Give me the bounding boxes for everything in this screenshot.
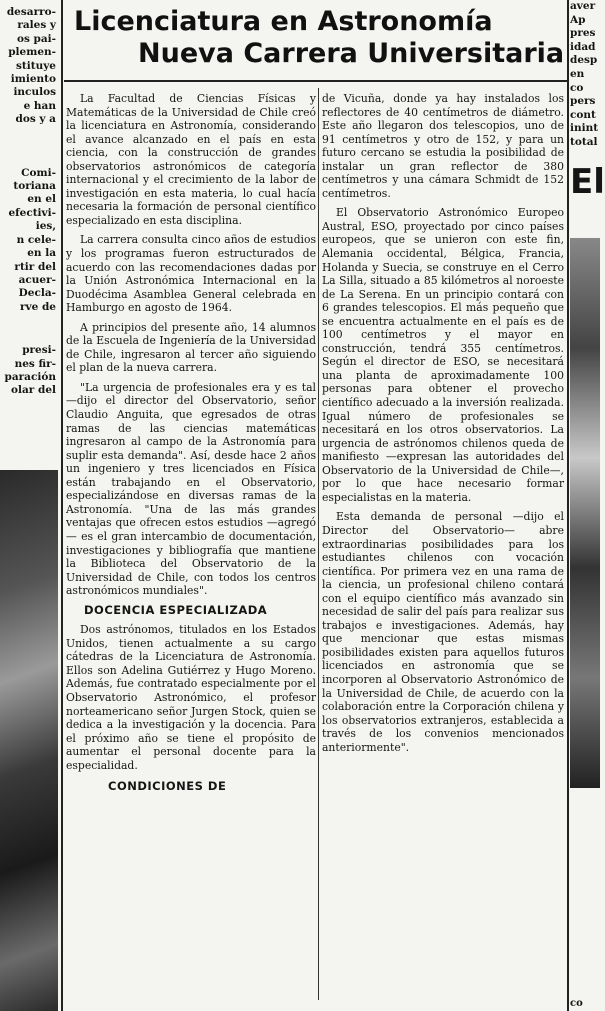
column-line: aver	[570, 0, 596, 12]
left-column-text-low	[0, 344, 60, 398]
column-line: inint	[570, 122, 599, 135]
column-line: total	[570, 135, 598, 148]
column-line: rales y	[17, 19, 56, 32]
column-line: plemen-	[8, 46, 56, 59]
column-line: en la	[27, 247, 56, 260]
column-line: olar del	[11, 384, 56, 397]
paragraph: Dos astrónomos, titulados en los Estados Unidos, tienen actualmente a su cargo cátedras de la Licenciatura de Astronomía. Ellos son Adelina Gutiérrez y Hugo Moreno. Además, fue contratado especialmente por el Observatorio Astronómico, el profesor norteamericano señor Jurgen Stock, quien se dedica a la investigación y la docencia. Para el próximo año se tiene el propósito de aumentar el personal docente para la especialidad.	[66, 623, 316, 772]
left-neighbor-column	[0, 0, 60, 1011]
paragraph: Esta demanda de personal —dijo el Director del Observatorio— abre extraordinarias posibilidades para los estudiantes chilenos con vocación científica. Por primera vez en una rama de la ciencia, un profesional chileno contará con el equipo científico más avanzado sin necesidad de salir del país para realizar sus trabajos e investigaciones. Además, hay que mencionar que estas mismas posibilidades existen para aquellos futuros licenciados en astronomía que se incorporen al Observatorio Astronómico de la Universidad de Chile, de acuerdo con la colaboración entre la Corporación chilena y los observatorios extranjeros, establecida a través de los convenios mencionados anteriormente".	[322, 510, 564, 754]
headline-rule	[64, 80, 568, 82]
headline-line-1: Licenciatura en Astronomía	[74, 6, 493, 37]
column-line: rtir del	[14, 260, 56, 273]
paragraph: La Facultad de Ciencias Físicas y Matemáticas de la Universidad de Chile creó la licenciatura en Astronomía, considerando el avance alcanzado en el país en esta ciencia, con la construcción de grandes observatorios astronómicos de categoría internacional y el crecimiento de la labor de investigación en esta materia, lo cual hacía necesaria la formación de personal científico especializado en esta disciplina.	[66, 92, 316, 227]
column-line: imiento	[10, 73, 56, 86]
left-column-divider	[61, 0, 63, 1011]
column-line: nes fir-	[14, 357, 56, 370]
column-line: Decla-	[18, 287, 56, 300]
article-headline	[64, 6, 566, 70]
article-column-1	[66, 92, 316, 798]
column-line: presi-	[22, 344, 56, 357]
column-line: toriana	[13, 180, 56, 193]
article-column-2	[322, 92, 564, 754]
column-line: efectivi-	[8, 206, 56, 219]
column-line: os pai-	[16, 32, 56, 45]
right-column-text	[570, 0, 600, 150]
column-line: ies,	[35, 220, 56, 233]
column-line: n cele-	[16, 233, 56, 246]
right-column-divider	[567, 0, 569, 1011]
column-line: en	[570, 67, 585, 80]
column-line: Ap	[570, 13, 586, 26]
left-column-text-top	[0, 6, 60, 127]
column-line: co	[570, 81, 584, 94]
column-line: e han	[23, 99, 56, 112]
column-line: paración	[4, 370, 56, 383]
left-photo-fragment	[0, 470, 58, 1011]
subheading: CONDICIONES DE	[108, 779, 227, 794]
paragraph: La carrera consulta cinco años de estudios y los programas fueron estructurados de acuerdo con las recomendaciones dadas por la Unión Astronómica Internacional en la Duodécima Asamblea General celebrada en Hamburgo en agosto de 1964.	[66, 233, 316, 315]
column-line: desp	[570, 54, 598, 67]
column-line: stituye	[15, 59, 56, 72]
paragraph: "La urgencia de profesionales era y es tal —dijo el director del Observatorio, señor Claudio Anguita, que egresados de otras ramas de las ciencias matemáticas ingresaron al campo de la Astronomía para suplir esta demanda". Así, desde hace 2 años un ingeniero y tres licenciados en Física están trabajando en el Observatorio, especializándose en diversas ramas de la Astronomía. "Una de las más grandes ventajas que ofrecen estos estudios —agregó— es el gran intercambio de documentación, investigaciones y bibliografía que mantiene la Biblioteca del Observatorio de la Universidad de Chile, con todos los centros astronómicos mundiales".	[66, 380, 316, 598]
column-line: pers	[570, 95, 596, 108]
right-column-foot: co	[570, 998, 583, 1009]
paragraph: A principios del presente año, 14 alumnos de la Escuela de Ingeniería de la Universidad de Chile, ingresaron al tercer año siguiendo el plan de la nueva carrera.	[66, 320, 316, 375]
headline-line-2: Nueva Carrera Universitaria	[138, 38, 565, 69]
right-photo-fragment	[570, 238, 600, 788]
column-line: dos y a	[15, 113, 56, 126]
column-line: cont	[570, 108, 596, 121]
column-line: rve de	[20, 300, 56, 313]
subheading: DOCENCIA ESPECIALIZADA	[84, 602, 268, 617]
column-line: desarro-	[6, 6, 56, 18]
paragraph: de Vicuña, donde ya hay instalados los reflectores de 40 centímetros de diámetro. Este año llegaron dos telescopios, uno de 91 centímetros y otro de 152, y para un futuro cercano se estudia la posibilidad de instalar un gran reflector de 380 centímetros y una cámara Schmidt de 152 centímetros.	[322, 92, 564, 200]
paragraph: El Observatorio Astronómico Europeo Austral, ESO, proyectado por cinco países europeos, que se unieron con este fin, Alemania occidental, Bélgica, Francia, Holanda y Suecia, se construye en el Cerro La Silla, situado a 85 kilómetros al noroeste de La Serena. En un principio contará con 6 grandes telescopios. El más pequeño que se encuentra actualmente en el país es de 100 centímetros y el mayor en construcción, tendrá 355 centímetros. Según el director de ESO, se necesitará una planta de aproximadamente 100 personas para obtener el provecho científico adecuado a la inversión realizada. Igual número de profesionales se necesitará en los otros observatorios. La urgencia de astrónomos chilenos queda de manifiesto —expresan las autoridades del Observatorio de la Universidad de Chile—, por lo que hace necesario formar especialistas en la materia.	[322, 206, 564, 504]
column-line: inculos	[13, 86, 56, 99]
column-line: idad	[570, 40, 596, 53]
left-column-text-mid	[0, 167, 60, 314]
column-line: pres	[570, 27, 596, 40]
column-line: acuer-	[18, 273, 56, 286]
right-column-big-letter: El	[570, 161, 605, 202]
column-line: en el	[27, 193, 56, 206]
column-line: Comi-	[21, 166, 56, 179]
right-neighbor-column	[570, 0, 605, 1011]
column-divider	[318, 88, 319, 1000]
